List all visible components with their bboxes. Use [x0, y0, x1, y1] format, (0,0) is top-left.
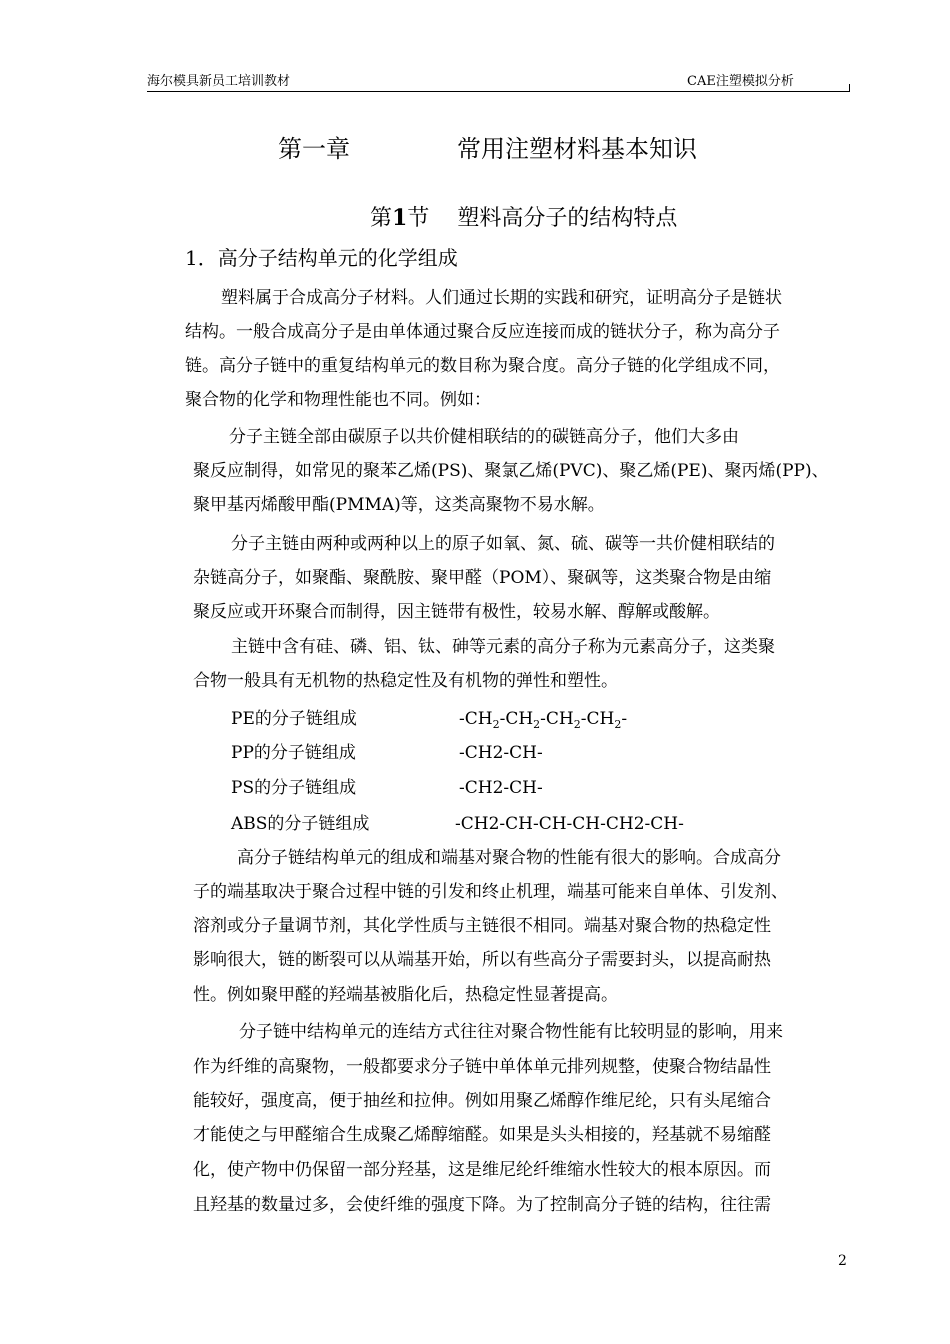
section-name: 塑料高分子的结构特点	[457, 206, 678, 231]
formula-pe-label: PE的分子链组成	[231, 709, 357, 729]
header-right-title: CAE注塑模拟分析	[687, 74, 794, 89]
section-suffix: 节	[407, 206, 430, 231]
formula-abs-value: -CH2-CH-CH-CH-CH2-CH-	[455, 814, 684, 834]
para5-line-5: 性。例如聚甲醛的羟端基被脂化后，热稳定性显著提高。	[193, 985, 618, 1005]
formula-pp-value: -CH2-CH-	[459, 743, 543, 763]
formula-ps-label: PS的分子链组成	[231, 778, 357, 798]
para3-line-2: 杂链高分子，如聚酯、聚酰胺、聚甲醛（POM）、聚砜等，这类聚合物是由缩	[193, 568, 772, 588]
header-divider-tick	[849, 84, 850, 92]
formula-pp-label: PP的分子链组成	[231, 743, 356, 763]
section-num: 1	[392, 205, 408, 231]
para2-line-1: 分子主链全部由碳原子以共价健相联结的的碳链高分子，他们大多由	[229, 427, 739, 447]
para1-line-3: 链。高分子链中的重复结构单元的数目称为聚合度。高分子链的化学组成不同，	[185, 356, 780, 376]
para1-line-4: 聚合物的化学和物理性能也不同。例如：	[185, 390, 491, 410]
para6-line-6: 且羟基的数量过多，会使纤维的强度下降。为了控制高分子链的结构，往往需	[193, 1195, 771, 1215]
para6-line-1: 分子链中结构单元的连结方式往往对聚合物性能有比较明显的影响，用来	[239, 1022, 783, 1042]
para5-line-4: 影响很大，链的断裂可以从端基开始，所以有些高分子需要封头，以提高耐热	[193, 950, 771, 970]
pe-part-4: -CH	[580, 709, 615, 729]
para3-line-3: 聚反应或开环聚合而制得，因主链带有极性，较易水解、醇解或酸解。	[193, 602, 720, 622]
para6-line-4: 才能使之与甲醛缩合生成聚乙烯醇缩醛。如果是头头相接的，羟基就不易缩醛	[193, 1125, 771, 1145]
header-left-title: 海尔模具新员工培训教材	[147, 74, 291, 89]
pe-part-5: -	[621, 709, 628, 729]
formula-pe-value	[459, 707, 627, 731]
chapter-name: 常用注塑材料基本知识	[457, 135, 697, 163]
pe-part-3: -CH	[540, 709, 574, 729]
para6-line-3: 能较好，强度高，便于抽丝和拉伸。例如用聚乙烯醇作维尼纶，只有头尾缩合	[193, 1091, 771, 1111]
para5-line-3: 溶剂或分子量调节剂，其化学性质与主链很不相同。端基对聚合物的热稳定性	[193, 916, 771, 936]
section-prefix: 第	[370, 206, 393, 231]
pe-part-2: -CH	[499, 709, 534, 729]
section-title	[370, 204, 677, 233]
para5-line-1: 高分子链结构单元的组成和端基对聚合物的性能有很大的影响。合成高分	[237, 848, 781, 868]
pe-sub-1: 2	[492, 718, 500, 731]
formula-ps-value: -CH2-CH-	[459, 778, 543, 798]
pe-sub-3: 2	[573, 718, 581, 731]
para4-line-2: 合物一般具有无机物的热稳定性及有机物的弹性和塑性。	[193, 671, 618, 691]
para1-line-2: 结构。一般合成高分子是由单体通过聚合反应连接而成的链状分子，称为高分子	[185, 322, 780, 342]
para2-line-2: 聚反应制得，如常见的聚苯乙烯(PS)、聚氯乙烯(PVC)、聚乙烯(PE)、聚丙烯(PP)、	[193, 461, 829, 481]
para4-line-1: 主链中含有硅、磷、铝、钛、砷等元素的高分子称为元素高分子，这类聚	[231, 637, 775, 657]
pe-sub-4: 2	[614, 718, 622, 731]
para6-line-5: 化，使产物中仍保留一部分羟基，这是维尼纶纤维缩水性较大的根本原因。而	[193, 1160, 771, 1180]
formula-abs-label: ABS的分子链组成	[231, 814, 370, 834]
para1-line-1: 塑料属于合成高分子材料。人们通过长期的实践和研究，证明高分子是链状	[221, 288, 782, 308]
para2-line-3: 聚甲基丙烯酸甲酯(PMMA)等，这类高聚物不易水解。	[193, 495, 605, 515]
para6-line-2: 作为纤维的高聚物，一般都要求分子链中单体单元排列规整，使聚合物结晶性	[193, 1057, 771, 1077]
chapter-title	[0, 134, 950, 164]
subheading: 1．高分子结构单元的化学组成	[185, 246, 458, 270]
para5-line-2: 子的端基取决于聚合过程中链的引发和终止机理，端基可能来自单体、引发剂、	[193, 882, 788, 902]
chapter-number: 第一章	[278, 135, 350, 163]
pe-sub-2: 2	[533, 718, 541, 731]
header-divider	[147, 91, 850, 92]
para3-line-1: 分子主链由两种或两种以上的原子如氧、氮、硫、碳等一共价健相联结的	[231, 534, 775, 554]
page-number: 2	[838, 1253, 847, 1269]
pe-part-1: -CH	[459, 709, 493, 729]
